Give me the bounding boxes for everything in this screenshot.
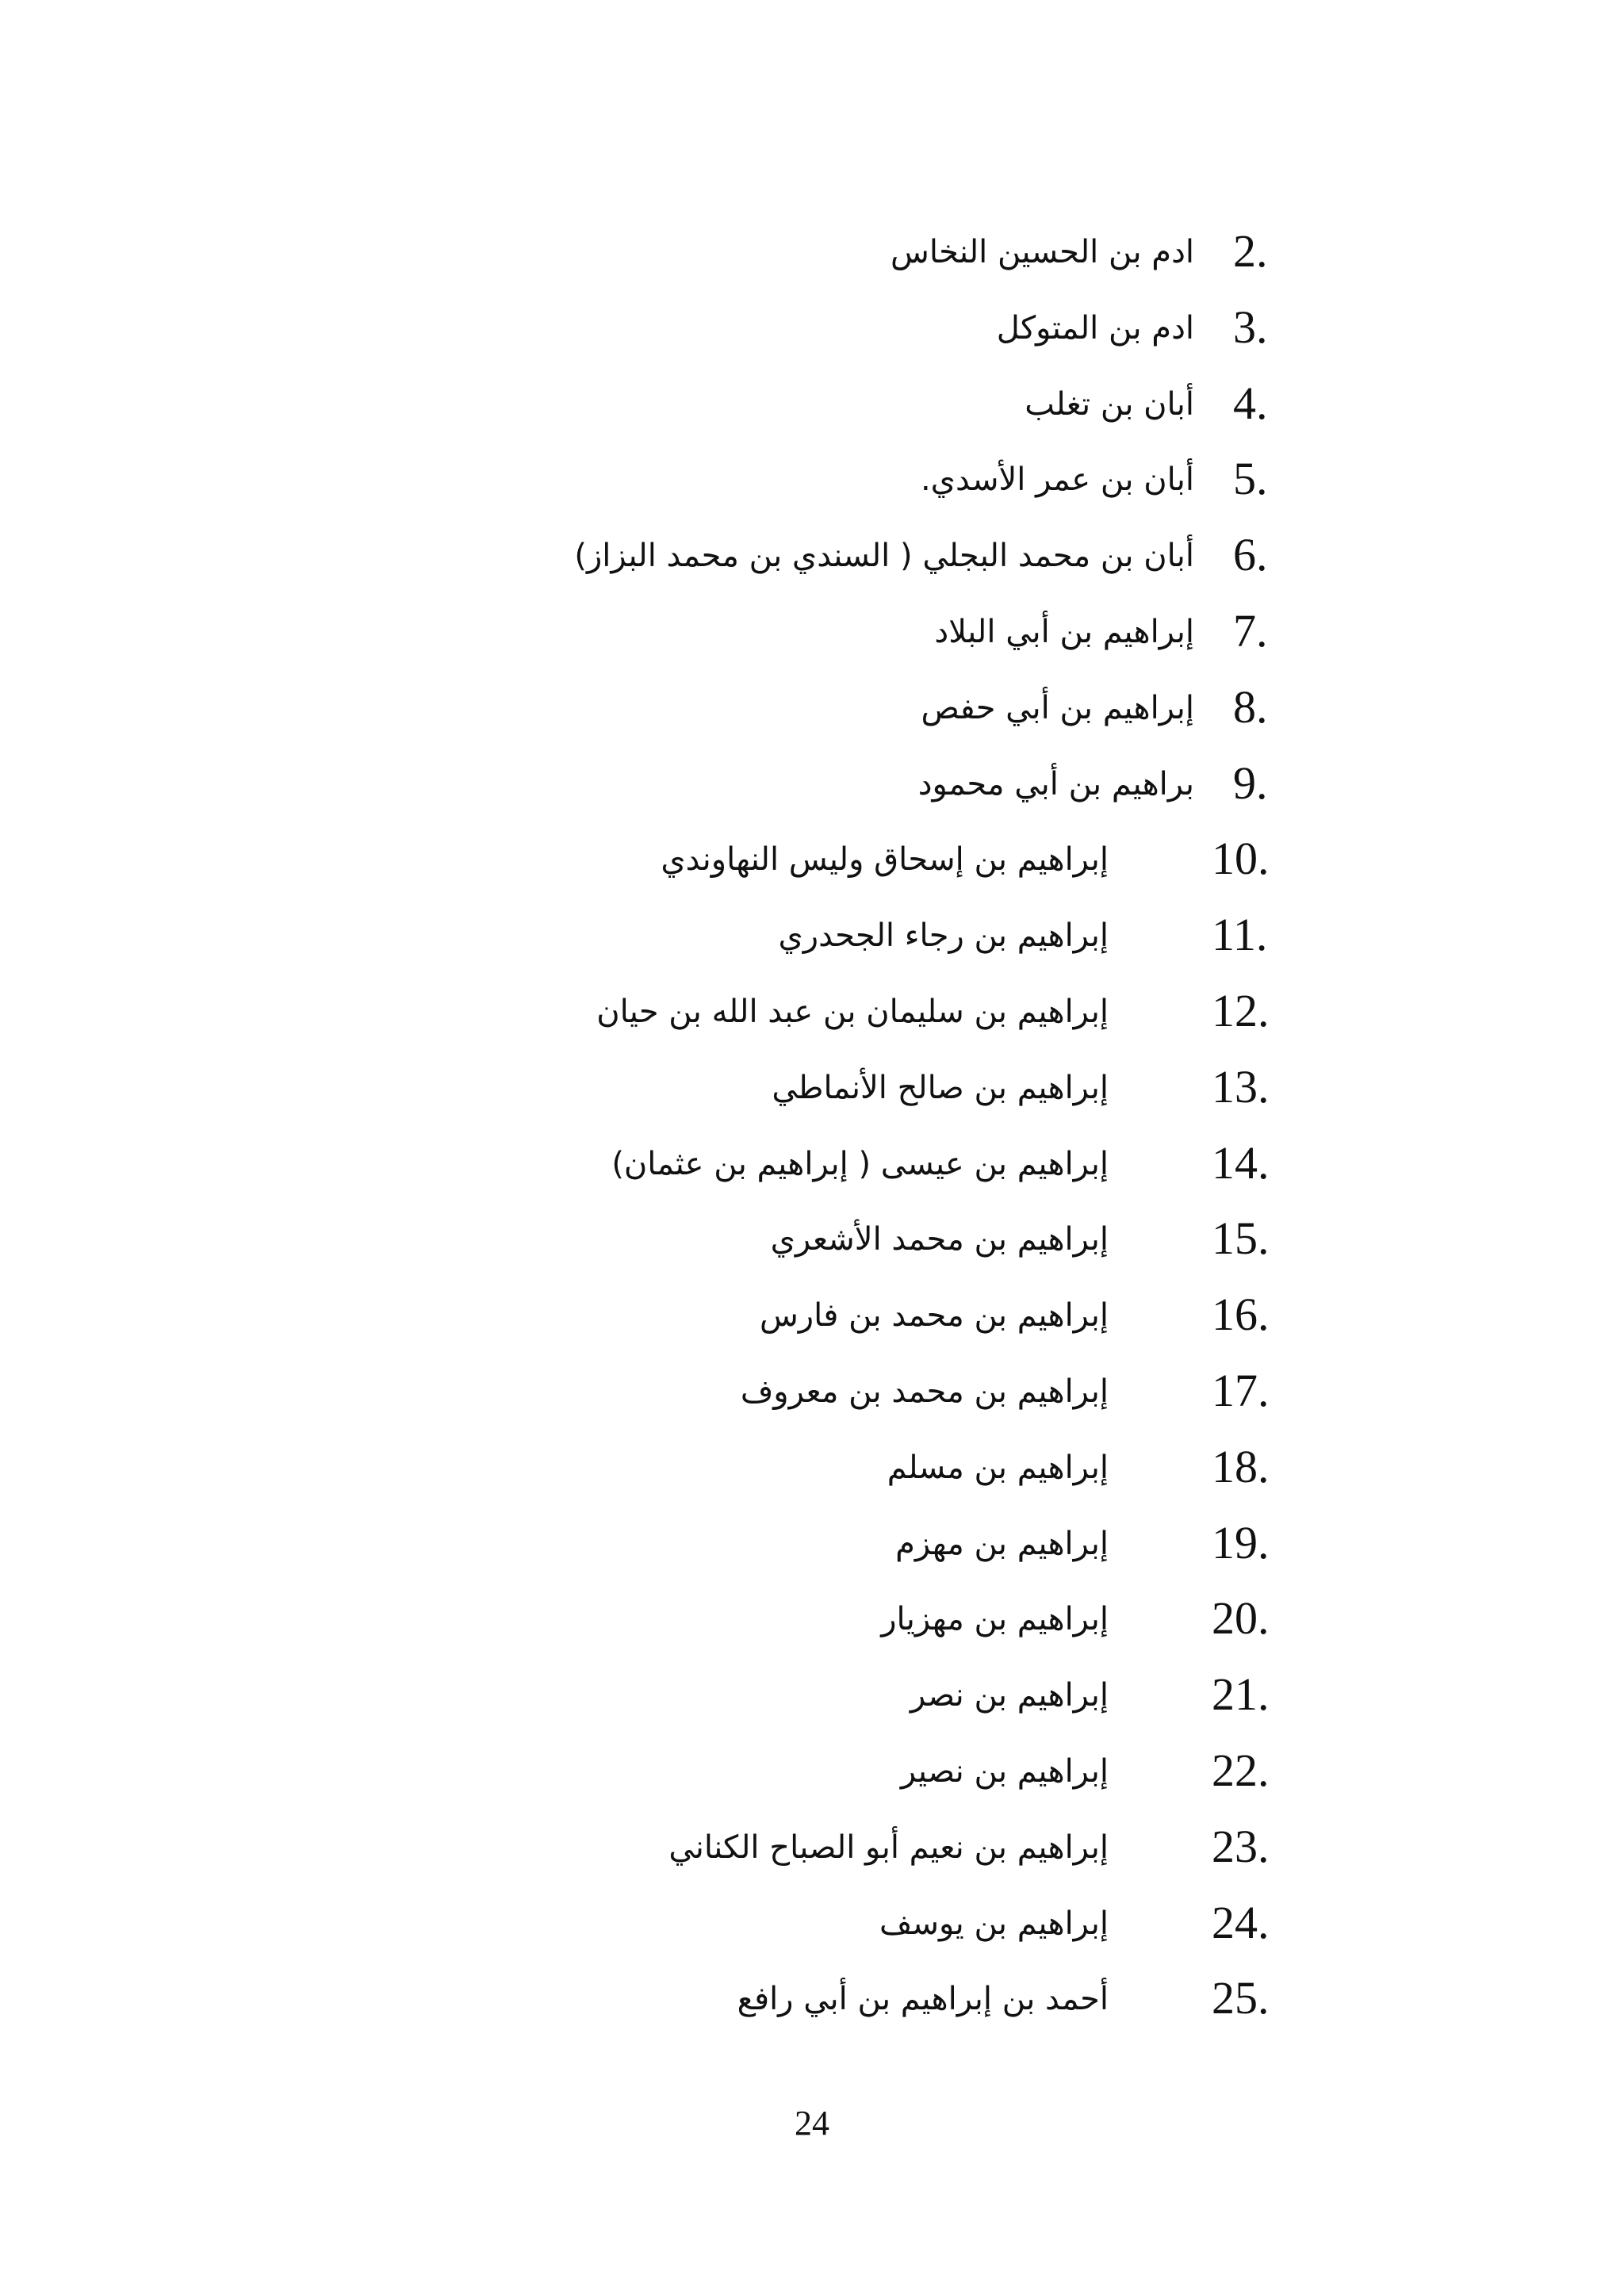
list-item [0,756,1624,832]
narrator-list [0,224,1624,2047]
item-number: 14. [1212,1136,1270,1189]
item-name: إبراهيم بن محمد بن معروف [740,1373,1109,1410]
item-number: 4. [1233,377,1268,429]
list-item [0,1743,1624,1819]
item-number: 2. [1233,225,1268,277]
list-item [0,1439,1624,1515]
list-item [0,1363,1624,1439]
item-name: ادم بن الحسين النخاس [891,234,1194,270]
item-name: إبراهيم بن يوسف [879,1905,1109,1942]
item-number: 18. [1212,1440,1270,1492]
list-item [0,1515,1624,1591]
item-name: إبراهيم بن مسلم [887,1449,1109,1486]
list-item [0,983,1624,1059]
list-item [0,1211,1624,1287]
list-item [0,1970,1624,2047]
item-number: 7. [1233,604,1268,657]
item-name: إبراهيم بن أبي البلاد [934,613,1194,650]
list-item [0,1819,1624,1895]
item-name: إبراهيم بن مهزيار [881,1601,1109,1638]
item-number: 21. [1212,1668,1270,1721]
page-number: 24 [795,2104,829,2143]
item-name: إبراهيم بن عيسى ( إبراهيم بن عثمان) [611,1145,1109,1182]
item-number: 13. [1212,1060,1270,1113]
item-name: إبراهيم بن نصير [900,1752,1109,1790]
item-name: إبراهيم بن صالح الأنماطي [772,1069,1109,1106]
item-number: 23. [1212,1820,1270,1872]
item-number: 10. [1212,833,1270,885]
item-name: إبراهيم بن نعيم أبو الصباح الكناني [668,1829,1109,1866]
item-name: إبراهيم بن محمد بن فارس [759,1297,1109,1335]
item-name: إبراهيم بن مهزم [895,1525,1109,1562]
item-name: أبان بن محمد البجلي ( السندي بن محمد البزاز) [574,538,1194,575]
item-name: إبراهيم بن محمد الأشعري [770,1221,1109,1258]
item-name: إبراهيم بن رجاء الجحدري [778,917,1109,955]
list-item [0,680,1624,756]
item-number: 5. [1233,453,1268,505]
item-number: 20. [1212,1592,1270,1645]
item-name: إبراهيم بن سليمان بن عبد الله بن حيان [596,993,1109,1030]
list-item [0,224,1624,300]
item-name: إبراهيم بن نصر [910,1677,1109,1714]
list-item [0,831,1624,907]
item-number: 24. [1212,1896,1270,1948]
item-name: أبان بن عمر الأسدي. [920,461,1194,499]
item-number: 15. [1212,1212,1270,1265]
list-item [0,1667,1624,1743]
item-number: 8. [1233,680,1268,733]
item-name: ادم بن المتوكل [996,309,1194,347]
list-item [0,1287,1624,1363]
item-name: أحمد بن إبراهيم بن أبي رافع [737,1981,1109,2018]
list-item [0,300,1624,376]
item-number: 11. [1212,909,1268,961]
item-number: 16. [1212,1289,1270,1341]
item-number: 19. [1212,1516,1270,1568]
list-item [0,1895,1624,1971]
list-item [0,907,1624,983]
item-number: 6. [1233,529,1268,581]
list-item [0,527,1624,603]
item-number: 12. [1212,984,1270,1036]
item-name: إبراهيم بن أبي حفص [921,689,1194,726]
item-number: 3. [1233,301,1268,353]
list-item [0,451,1624,527]
item-number: 22. [1212,1744,1270,1796]
list-item [0,603,1624,680]
item-number: 25. [1212,1972,1270,2024]
list-item [0,1059,1624,1136]
item-name: إبراهيم بن إسحاق وليس النهاوندي [661,841,1109,879]
list-item [0,376,1624,452]
item-number: 17. [1212,1364,1270,1416]
list-item [0,1136,1624,1212]
list-item [0,1591,1624,1667]
item-name: براهيم بن أبي محمود [917,765,1194,802]
item-number: 9. [1233,756,1268,809]
item-name: أبان بن تغلب [1025,385,1194,423]
